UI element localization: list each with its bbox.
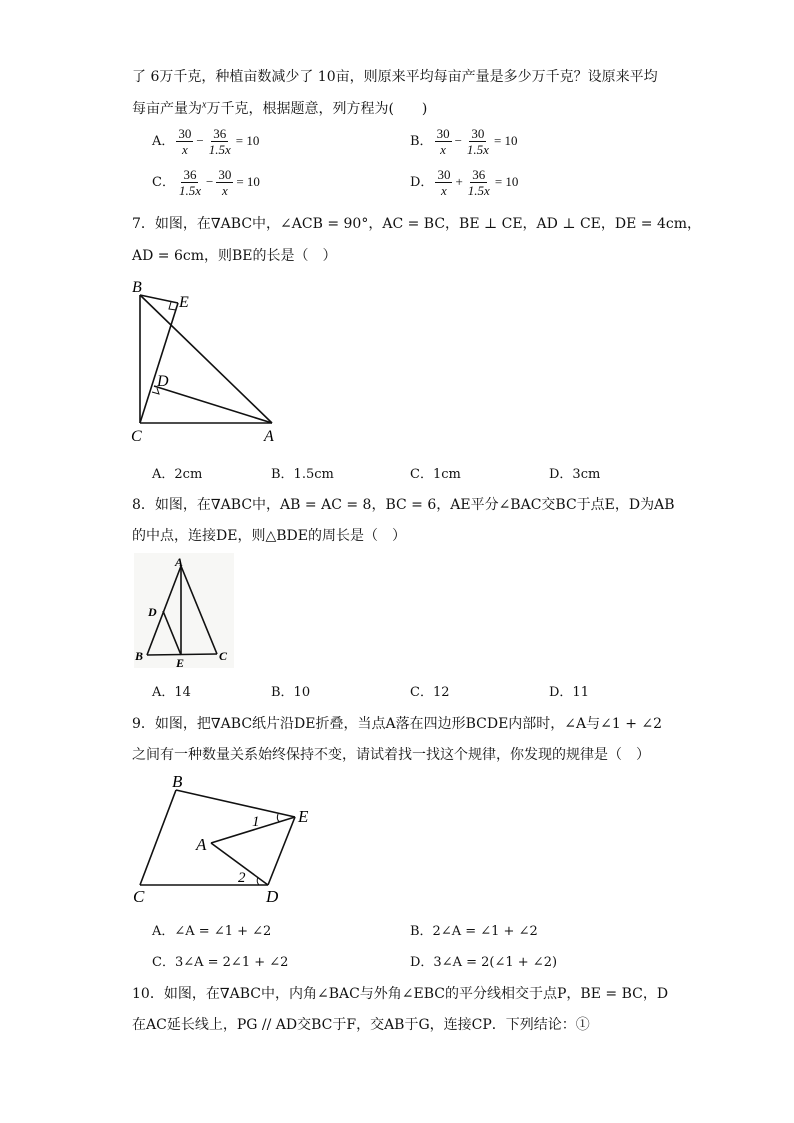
q7-figure xyxy=(128,275,288,445)
q9-line2: 之间有一种数量关系始终保持不变，请试着找一找这个规律，你发现的规律是（ ） xyxy=(132,747,650,763)
q7-label-b: B xyxy=(132,279,142,296)
q8-label-d: D xyxy=(148,605,157,619)
q8-option-a[interactable]: A．14 xyxy=(152,685,191,700)
q7-option-a[interactable]: A．2cm xyxy=(152,467,203,482)
q6-option-c[interactable]: C． $\frac{36}{1.5x}$ − $\frac{30}{x}$ = 10 xyxy=(152,167,260,198)
q9-label-d: D xyxy=(266,887,279,905)
q6-option-a[interactable]: A． $\frac{30}{x}$ − $\frac{36}{1.5x}$ = 10 xyxy=(152,126,260,157)
q9-figure xyxy=(128,770,328,905)
q8-option-c[interactable]: C．12 xyxy=(410,685,450,700)
q6-line2-a: 每亩产量为 xyxy=(132,101,202,117)
q8-line1: 8．如图，在∇ABC中，AB = AC = 8，BC = 6，AE平分∠BAC交BC于点E，D为AB xyxy=(132,497,675,513)
q9-option-c[interactable]: C．3∠A = 2∠1 + ∠2 xyxy=(152,955,289,970)
q7-option-c[interactable]: C．1cm xyxy=(410,467,461,482)
q6-option-d[interactable]: D． $\frac{30}{x}$ + $\frac{36}{1.5x}$ = 10 xyxy=(410,167,519,198)
q6-var: x xyxy=(202,99,207,111)
q7-line2: AD = 6cm，则BE的长是（ ） xyxy=(132,248,337,264)
q7-label-d: D xyxy=(157,373,169,390)
q10-line2: 在AC延长线上，PG // AD交BC于F，交AB于G，连接CP．下列结论：① xyxy=(132,1017,590,1033)
q7-option-d[interactable]: D．3cm xyxy=(549,467,601,482)
q8-figure xyxy=(130,550,240,670)
q8-option-b[interactable]: B．10 xyxy=(271,685,311,700)
q9-label-a: A xyxy=(196,835,207,854)
q8-label-e: E xyxy=(176,656,185,670)
q6-line2 xyxy=(132,98,427,118)
q9-label-e: E xyxy=(298,807,309,826)
q8-option-d[interactable]: D．11 xyxy=(549,685,589,700)
q9-label-c: C xyxy=(133,887,145,905)
q8-label-a: A xyxy=(175,555,184,569)
q6-line1: 了 6万千克，种植亩数减少了 10亩，则原来平均每亩产量是多少万千克？设原来平均 xyxy=(132,69,658,85)
q6-line2-b: 万千克，根据题意，列方程为( ) xyxy=(206,101,428,117)
q9-label-b: B xyxy=(172,772,183,791)
q8-label-c: C xyxy=(219,649,228,663)
q9-label-angle1: 1 xyxy=(252,814,260,830)
q9-line1: 9．如图，把∇ABC纸片沿DE折叠，当点A落在四边形BCDE内部时，∠A与∠1 + ∠2 xyxy=(132,716,663,732)
q7-label-e: E xyxy=(179,294,189,311)
q7-option-b[interactable]: B．1.5cm xyxy=(271,467,334,482)
q9-option-d[interactable]: D．3∠A = 2(∠1 + ∠2) xyxy=(410,955,558,970)
q7-line1: 7．如图，在∇ABC中，∠ACB = 90°，AC = BC，BE ⊥ CE，AD ⊥ CE，DE = 4cm， xyxy=(132,216,701,232)
q7-label-c: C xyxy=(131,428,142,445)
q9-option-a[interactable]: A．∠A = ∠1 + ∠2 xyxy=(152,924,272,939)
q8-label-b: B xyxy=(135,649,144,663)
q6-option-b[interactable]: B． $\frac{30}{x}$ − $\frac{30}{1.5x}$ = 10 xyxy=(410,126,518,157)
q9-option-b[interactable]: B．2∠A = ∠1 + ∠2 xyxy=(410,924,538,939)
q9-label-angle2: 2 xyxy=(238,870,246,886)
q10-line1: 10．如图，在∇ABC中，内角∠BAC与外角∠EBC的平分线相交于点P，BE = BC，D xyxy=(132,986,669,1002)
q8-line2: 的中点，连接DE，则△BDE的周长是（ ） xyxy=(132,528,406,544)
q7-label-a: A xyxy=(264,428,274,445)
